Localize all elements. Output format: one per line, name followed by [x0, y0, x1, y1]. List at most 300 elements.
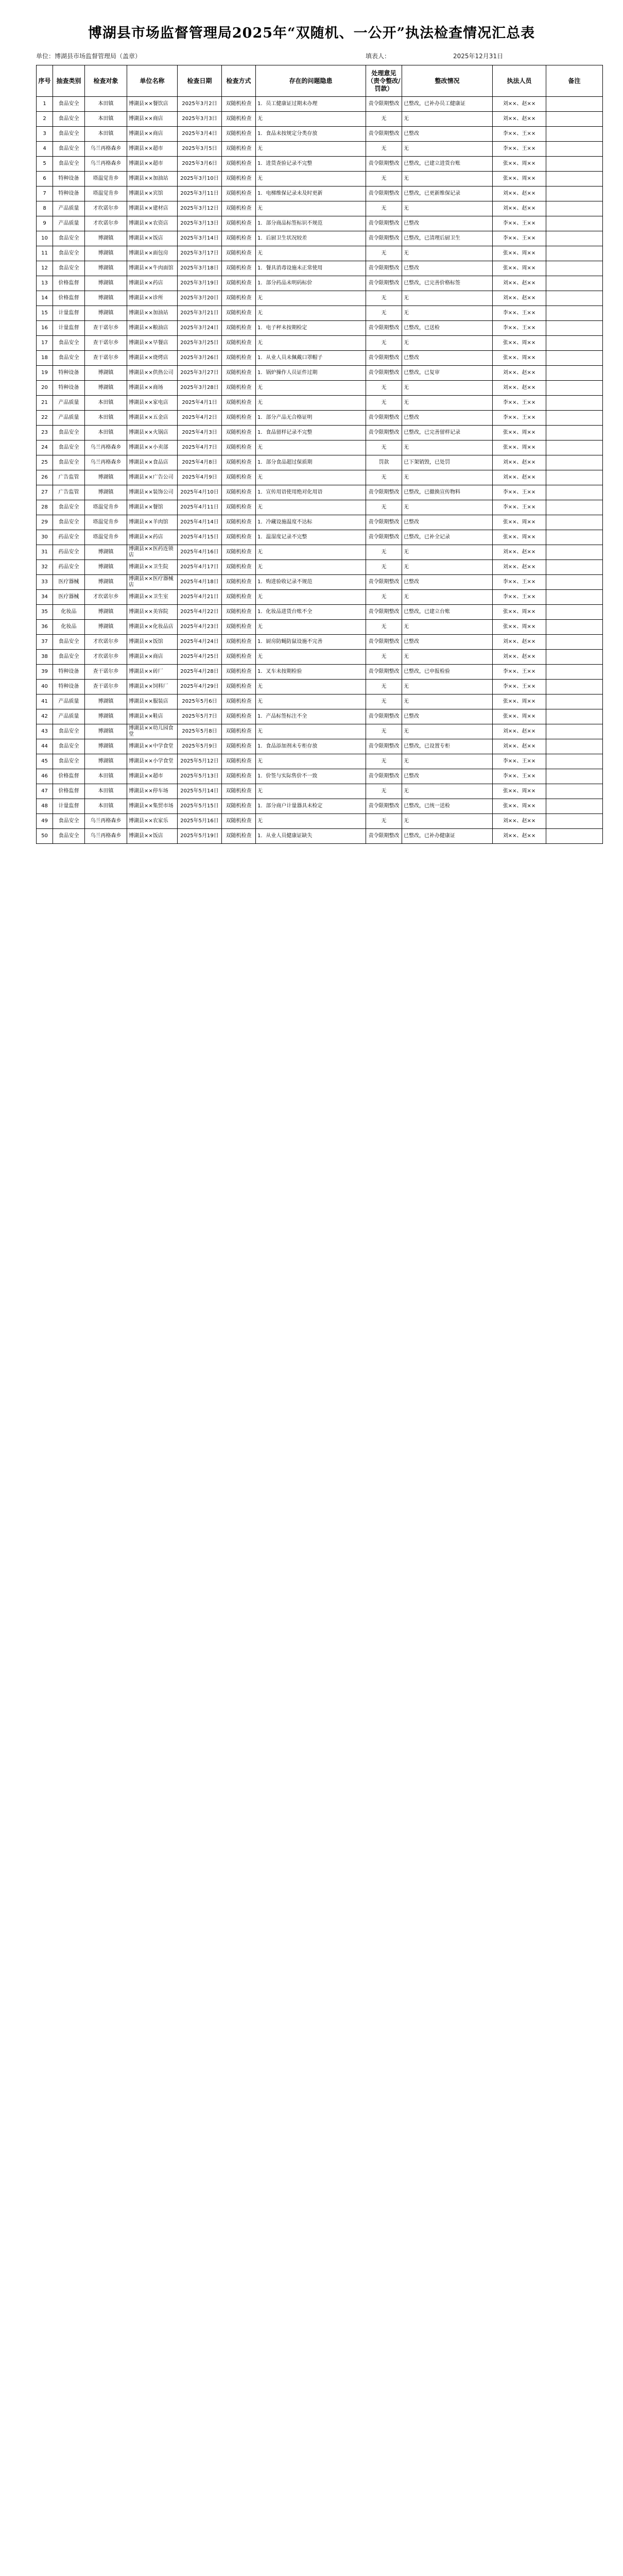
cell-remarks — [546, 680, 603, 694]
cell-officers: 李××、王×× — [493, 396, 546, 411]
cell-rectification: 已整改，已统一送检 — [402, 799, 493, 814]
cell-rectification: 已整改，已补全记录 — [402, 530, 493, 545]
cell-remarks — [546, 769, 603, 784]
table-row — [37, 620, 603, 635]
cell-handling: 责令限期整改 — [366, 605, 402, 620]
cell-unit-name: 博湖县××饭店 — [127, 231, 178, 246]
cell-index: 7 — [37, 187, 53, 201]
cell-date: 2025年4月29日 — [178, 680, 222, 694]
cell-category: 食品安全 — [53, 814, 85, 829]
cell-method: 双随机检查 — [222, 470, 256, 485]
cell-category: 食品安全 — [53, 351, 85, 366]
cell-rectification: 无 — [402, 112, 493, 127]
header-rectification: 整改情况 — [402, 65, 493, 97]
cell-remarks — [546, 396, 603, 411]
table-row — [37, 306, 603, 321]
cell-method: 双随机检查 — [222, 455, 256, 470]
cell-date: 2025年5月6日 — [178, 694, 222, 709]
table-row — [37, 201, 603, 216]
cell-method: 双随机检查 — [222, 112, 256, 127]
cell-issues: 无 — [256, 142, 366, 157]
cell-remarks — [546, 635, 603, 650]
cell-unit-name: 博湖县××化妆品店 — [127, 620, 178, 635]
table-row — [37, 112, 603, 127]
table-row — [37, 366, 603, 381]
cell-officers: 张××、周×× — [493, 351, 546, 366]
cell-issues: 1．餐具消毒设施未正常使用 — [256, 261, 366, 276]
cell-officers: 李××、王×× — [493, 500, 546, 515]
cell-index: 39 — [37, 665, 53, 680]
cell-index: 29 — [37, 515, 53, 530]
cell-handling: 无 — [366, 112, 402, 127]
cell-issues: 无 — [256, 545, 366, 560]
cell-handling: 责令限期整改 — [366, 426, 402, 440]
cell-target: 塔温觉肯乡 — [85, 515, 127, 530]
cell-unit-name: 博湖县××诊所 — [127, 291, 178, 306]
cell-target: 博湖镇 — [85, 381, 127, 396]
cell-target: 博湖镇 — [85, 709, 127, 724]
cell-remarks — [546, 455, 603, 470]
table-row — [37, 545, 603, 560]
cell-category: 特种设备 — [53, 680, 85, 694]
cell-method: 双随机检查 — [222, 396, 256, 411]
cell-target: 本田镇 — [85, 97, 127, 112]
cell-date: 2025年3月10日 — [178, 172, 222, 187]
cell-officers: 张××、周×× — [493, 157, 546, 172]
cell-handling: 无 — [366, 620, 402, 635]
cell-date: 2025年3月28日 — [178, 381, 222, 396]
cell-index: 25 — [37, 455, 53, 470]
cell-target: 博湖镇 — [85, 246, 127, 261]
cell-index: 8 — [37, 201, 53, 216]
cell-category: 医疗器械 — [53, 575, 85, 590]
cell-handling: 责令限期整改 — [366, 157, 402, 172]
cell-remarks — [546, 291, 603, 306]
cell-date: 2025年5月15日 — [178, 799, 222, 814]
cell-officers: 李××、王×× — [493, 321, 546, 336]
cell-officers: 张××、周×× — [493, 515, 546, 530]
cell-method: 双随机检查 — [222, 635, 256, 650]
cell-unit-name: 博湖县××商场 — [127, 381, 178, 396]
cell-index: 35 — [37, 605, 53, 620]
cell-remarks — [546, 515, 603, 530]
cell-index: 36 — [37, 620, 53, 635]
cell-method: 双随机检查 — [222, 97, 256, 112]
cell-index: 40 — [37, 680, 53, 694]
cell-rectification: 无 — [402, 560, 493, 575]
cell-method: 双随机检查 — [222, 261, 256, 276]
cell-handling: 责令限期整改 — [366, 187, 402, 201]
table-row — [37, 590, 603, 605]
cell-index: 3 — [37, 127, 53, 142]
cell-unit-name: 博湖县××小学食堂 — [127, 754, 178, 769]
header-remarks: 备注 — [546, 65, 603, 97]
cell-unit-name: 博湖县××超市 — [127, 769, 178, 784]
cell-handling: 无 — [366, 545, 402, 560]
cell-category: 食品安全 — [53, 112, 85, 127]
cell-handling: 无 — [366, 470, 402, 485]
cell-method: 双随机检查 — [222, 321, 256, 336]
cell-method: 双随机检查 — [222, 560, 256, 575]
cell-category: 食品安全 — [53, 426, 85, 440]
cell-target: 查干诺尔乡 — [85, 351, 127, 366]
cell-date: 2025年3月18日 — [178, 261, 222, 276]
cell-target: 博湖镇 — [85, 605, 127, 620]
cell-unit-name: 博湖县××装饰公司 — [127, 485, 178, 500]
cell-issues: 无 — [256, 440, 366, 455]
cell-unit-name: 博湖县××家电店 — [127, 396, 178, 411]
cell-remarks — [546, 201, 603, 216]
cell-method: 双随机检查 — [222, 411, 256, 426]
cell-rectification: 已整改，已建立进货台账 — [402, 157, 493, 172]
cell-category: 食品安全 — [53, 455, 85, 470]
table-row — [37, 724, 603, 739]
cell-remarks — [546, 829, 603, 844]
cell-rectification: 已整改 — [402, 351, 493, 366]
cell-rectification: 已整改，已完善留样记录 — [402, 426, 493, 440]
cell-unit-name: 博湖县××饭店 — [127, 829, 178, 844]
cell-remarks — [546, 440, 603, 455]
cell-officers: 张××、周×× — [493, 530, 546, 545]
cell-date: 2025年4月7日 — [178, 440, 222, 455]
cell-issues: 1．部分产品无合格证明 — [256, 411, 366, 426]
cell-issues: 无 — [256, 590, 366, 605]
cell-officers: 李××、王×× — [493, 216, 546, 231]
cell-target: 博湖镇 — [85, 485, 127, 500]
cell-remarks — [546, 709, 603, 724]
cell-index: 47 — [37, 784, 53, 799]
cell-target: 乌兰再格森乡 — [85, 440, 127, 455]
cell-remarks — [546, 246, 603, 261]
cell-rectification: 已整改，已设置专柜 — [402, 739, 493, 754]
cell-handling: 无 — [366, 784, 402, 799]
cell-target: 博湖镇 — [85, 276, 127, 291]
cell-rectification: 已整改 — [402, 575, 493, 590]
cell-officers: 刘××、赵×× — [493, 739, 546, 754]
cell-method: 双随机检查 — [222, 426, 256, 440]
cell-index: 19 — [37, 366, 53, 381]
cell-method: 双随机检查 — [222, 769, 256, 784]
cell-index: 44 — [37, 739, 53, 754]
cell-date: 2025年5月9日 — [178, 739, 222, 754]
cell-remarks — [546, 485, 603, 500]
cell-index: 12 — [37, 261, 53, 276]
cell-target: 塔温觉肯乡 — [85, 187, 127, 201]
cell-index: 5 — [37, 157, 53, 172]
cell-rectification: 已整改，已复审 — [402, 366, 493, 381]
cell-rectification: 无 — [402, 724, 493, 739]
cell-handling: 责令限期整改 — [366, 799, 402, 814]
cell-target: 查干诺尔乡 — [85, 336, 127, 351]
cell-method: 双随机检查 — [222, 276, 256, 291]
cell-issues: 1．后厨卫生状况较差 — [256, 231, 366, 246]
cell-handling: 无 — [366, 680, 402, 694]
cell-officers: 刘××、赵×× — [493, 829, 546, 844]
reporting-unit: 单位：博湖县市场监督管理局（盖章） — [36, 53, 142, 60]
cell-target: 乌兰再格森乡 — [85, 814, 127, 829]
cell-unit-name: 博湖县××超市 — [127, 142, 178, 157]
cell-date: 2025年3月19日 — [178, 276, 222, 291]
cell-unit-name: 博湖县××农资店 — [127, 216, 178, 231]
cell-handling: 无 — [366, 590, 402, 605]
cell-method: 双随机检查 — [222, 351, 256, 366]
cell-category: 食品安全 — [53, 515, 85, 530]
cell-date: 2025年3月11日 — [178, 187, 222, 201]
cell-index: 27 — [37, 485, 53, 500]
cell-target: 才坎诺尔乡 — [85, 216, 127, 231]
cell-unit-name: 博湖县××美容院 — [127, 605, 178, 620]
cell-target: 乌兰再格森乡 — [85, 829, 127, 844]
cell-category: 计量监督 — [53, 306, 85, 321]
cell-issues: 1．食品未按规定分类存放 — [256, 127, 366, 142]
cell-method: 双随机检查 — [222, 530, 256, 545]
cell-handling: 无 — [366, 694, 402, 709]
cell-unit-name: 博湖县××饲料厂 — [127, 680, 178, 694]
cell-officers: 张××、周×× — [493, 605, 546, 620]
cell-officers: 张××、周×× — [493, 709, 546, 724]
cell-rectification: 已整改 — [402, 635, 493, 650]
cell-method: 双随机检查 — [222, 142, 256, 157]
cell-remarks — [546, 321, 603, 336]
cell-date: 2025年4月28日 — [178, 665, 222, 680]
cell-category: 食品安全 — [53, 739, 85, 754]
cell-method: 双随机检查 — [222, 306, 256, 321]
cell-issues: 无 — [256, 500, 366, 515]
cell-unit-name: 博湖县××停车场 — [127, 784, 178, 799]
cell-index: 15 — [37, 306, 53, 321]
cell-officers: 刘××、赵×× — [493, 366, 546, 381]
cell-officers: 刘××、赵×× — [493, 545, 546, 560]
cell-handling: 无 — [366, 560, 402, 575]
cell-unit-name: 博湖县××幼儿园食堂 — [127, 724, 178, 739]
cell-method: 双随机检查 — [222, 590, 256, 605]
cell-officers: 刘××、赵×× — [493, 201, 546, 216]
table-row — [37, 216, 603, 231]
cell-remarks — [546, 351, 603, 366]
cell-index: 14 — [37, 291, 53, 306]
cell-category: 广告监管 — [53, 470, 85, 485]
cell-officers: 张××、周×× — [493, 620, 546, 635]
cell-officers: 张××、周×× — [493, 426, 546, 440]
cell-category: 产品质量 — [53, 694, 85, 709]
cell-target: 博湖镇 — [85, 470, 127, 485]
cell-unit-name: 博湖县××火锅店 — [127, 426, 178, 440]
cell-date: 2025年5月8日 — [178, 724, 222, 739]
cell-index: 28 — [37, 500, 53, 515]
cell-category: 食品安全 — [53, 261, 85, 276]
cell-officers: 刘××、赵×× — [493, 814, 546, 829]
cell-category: 特种设备 — [53, 381, 85, 396]
cell-issues: 无 — [256, 694, 366, 709]
cell-remarks — [546, 665, 603, 680]
cell-officers: 李××、王×× — [493, 590, 546, 605]
cell-unit-name: 博湖县××牛肉面馆 — [127, 261, 178, 276]
cell-officers: 李××、王×× — [493, 769, 546, 784]
cell-method: 双随机检查 — [222, 231, 256, 246]
cell-target: 本田镇 — [85, 426, 127, 440]
cell-remarks — [546, 366, 603, 381]
cell-category: 计量监督 — [53, 321, 85, 336]
cell-handling: 无 — [366, 291, 402, 306]
cell-date: 2025年5月14日 — [178, 784, 222, 799]
cell-issues: 1．厨房防蝇防鼠设施不完善 — [256, 635, 366, 650]
cell-unit-name: 博湖县××中学食堂 — [127, 739, 178, 754]
cell-target: 本田镇 — [85, 112, 127, 127]
cell-remarks — [546, 560, 603, 575]
cell-method: 双随机检查 — [222, 157, 256, 172]
table-row — [37, 142, 603, 157]
header-target: 检查对象 — [85, 65, 127, 97]
table-row — [37, 829, 603, 844]
cell-index: 23 — [37, 426, 53, 440]
cell-unit-name: 博湖县××加油站 — [127, 172, 178, 187]
cell-handling: 责令限期整改 — [366, 515, 402, 530]
cell-officers: 李××、王×× — [493, 306, 546, 321]
cell-handling: 责令限期整改 — [366, 635, 402, 650]
cell-date: 2025年3月5日 — [178, 142, 222, 157]
cell-index: 4 — [37, 142, 53, 157]
cell-issues: 1．温湿度记录不完整 — [256, 530, 366, 545]
cell-index: 41 — [37, 694, 53, 709]
cell-rectification: 已整改 — [402, 261, 493, 276]
cell-unit-name: 博湖县××药店 — [127, 530, 178, 545]
cell-unit-name: 博湖县××烧烤店 — [127, 351, 178, 366]
cell-rectification: 无 — [402, 650, 493, 665]
cell-handling: 罚款 — [366, 455, 402, 470]
cell-handling: 责令限期整改 — [366, 321, 402, 336]
cell-index: 1 — [37, 97, 53, 112]
cell-officers: 张××、周×× — [493, 784, 546, 799]
cell-handling: 责令限期整改 — [366, 829, 402, 844]
header-unit-name: 单位名称 — [127, 65, 178, 97]
cell-date: 2025年5月12日 — [178, 754, 222, 769]
cell-date: 2025年3月25日 — [178, 336, 222, 351]
cell-officers: 刘××、赵×× — [493, 560, 546, 575]
cell-remarks — [546, 799, 603, 814]
cell-date: 2025年4月9日 — [178, 470, 222, 485]
cell-index: 24 — [37, 440, 53, 455]
cell-category: 价格监督 — [53, 291, 85, 306]
cell-issues: 1．宣传用语使用绝对化用语 — [256, 485, 366, 500]
cell-handling: 无 — [366, 246, 402, 261]
table-row — [37, 172, 603, 187]
cell-index: 22 — [37, 411, 53, 426]
cell-unit-name: 博湖县××建材店 — [127, 201, 178, 216]
cell-category: 食品安全 — [53, 157, 85, 172]
cell-target: 查干诺尔乡 — [85, 680, 127, 694]
cell-date: 2025年3月27日 — [178, 366, 222, 381]
cell-category: 特种设备 — [53, 366, 85, 381]
cell-rectification: 已整改，已撤换宣传物料 — [402, 485, 493, 500]
cell-issues: 1．锅炉操作人员证件过期 — [256, 366, 366, 381]
cell-index: 42 — [37, 709, 53, 724]
cell-date: 2025年4月24日 — [178, 635, 222, 650]
cell-date: 2025年4月18日 — [178, 575, 222, 590]
report-date: 2025年12月31日 — [453, 53, 504, 60]
cell-rectification: 无 — [402, 142, 493, 157]
cell-unit-name: 博湖县××服装店 — [127, 694, 178, 709]
cell-target: 乌兰再格森乡 — [85, 157, 127, 172]
cell-index: 2 — [37, 112, 53, 127]
cell-category: 食品安全 — [53, 127, 85, 142]
cell-handling: 无 — [366, 142, 402, 157]
cell-issues: 1．食品添加剂未专柜存放 — [256, 739, 366, 754]
cell-officers: 李××、王×× — [493, 754, 546, 769]
cell-date: 2025年4月3日 — [178, 426, 222, 440]
cell-target: 本田镇 — [85, 769, 127, 784]
table-row — [37, 291, 603, 306]
cell-date: 2025年3月6日 — [178, 157, 222, 172]
cell-index: 30 — [37, 530, 53, 545]
cell-date: 2025年3月2日 — [178, 97, 222, 112]
cell-handling: 责令限期整改 — [366, 366, 402, 381]
cell-unit-name: 博湖县××医药连锁店 — [127, 545, 178, 560]
cell-issues: 1．电子秤未按期检定 — [256, 321, 366, 336]
cell-category: 食品安全 — [53, 635, 85, 650]
cell-issues: 无 — [256, 396, 366, 411]
cell-issues: 1．化妆品进货台账不全 — [256, 605, 366, 620]
cell-officers: 张××、周×× — [493, 440, 546, 455]
cell-category: 产品质量 — [53, 201, 85, 216]
table-row — [37, 605, 603, 620]
cell-remarks — [546, 261, 603, 276]
cell-rectification: 无 — [402, 500, 493, 515]
cell-remarks — [546, 97, 603, 112]
table-row — [37, 246, 603, 261]
cell-rectification: 无 — [402, 336, 493, 351]
cell-category: 药品安全 — [53, 545, 85, 560]
cell-rectification: 已整改，已建立台账 — [402, 605, 493, 620]
cell-category: 产品质量 — [53, 709, 85, 724]
table-row — [37, 739, 603, 754]
cell-remarks — [546, 724, 603, 739]
cell-issues: 1．员工健康证过期未办理 — [256, 97, 366, 112]
cell-remarks — [546, 575, 603, 590]
cell-date: 2025年4月16日 — [178, 545, 222, 560]
cell-remarks — [546, 336, 603, 351]
cell-method: 双随机检查 — [222, 680, 256, 694]
cell-unit-name: 博湖县××小卖部 — [127, 440, 178, 455]
cell-issues: 无 — [256, 470, 366, 485]
cell-rectification: 已整改，已完善价格标签 — [402, 276, 493, 291]
table-row — [37, 485, 603, 500]
cell-handling: 责令限期整改 — [366, 411, 402, 426]
cell-rectification: 无 — [402, 306, 493, 321]
cell-issues: 无 — [256, 112, 366, 127]
cell-category: 价格监督 — [53, 784, 85, 799]
cell-category: 产品质量 — [53, 396, 85, 411]
cell-date: 2025年4月14日 — [178, 515, 222, 530]
cell-unit-name: 博湖县××饭馆 — [127, 635, 178, 650]
cell-officers: 张××、周×× — [493, 246, 546, 261]
cell-issues: 1．从业人员健康证缺失 — [256, 829, 366, 844]
cell-issues: 1．从业人员未佩戴口罩帽子 — [256, 351, 366, 366]
cell-unit-name: 博湖县××宾馆 — [127, 187, 178, 201]
table-row — [37, 754, 603, 769]
cell-issues: 无 — [256, 291, 366, 306]
cell-method: 双随机检查 — [222, 724, 256, 739]
cell-target: 才坎诺尔乡 — [85, 650, 127, 665]
cell-category: 广告监管 — [53, 485, 85, 500]
table-row — [37, 709, 603, 724]
cell-unit-name: 博湖县××商店 — [127, 127, 178, 142]
cell-issues: 无 — [256, 680, 366, 694]
cell-target: 本田镇 — [85, 799, 127, 814]
cell-remarks — [546, 620, 603, 635]
cell-target: 博湖镇 — [85, 545, 127, 560]
cell-rectification: 无 — [402, 291, 493, 306]
cell-date: 2025年3月17日 — [178, 246, 222, 261]
